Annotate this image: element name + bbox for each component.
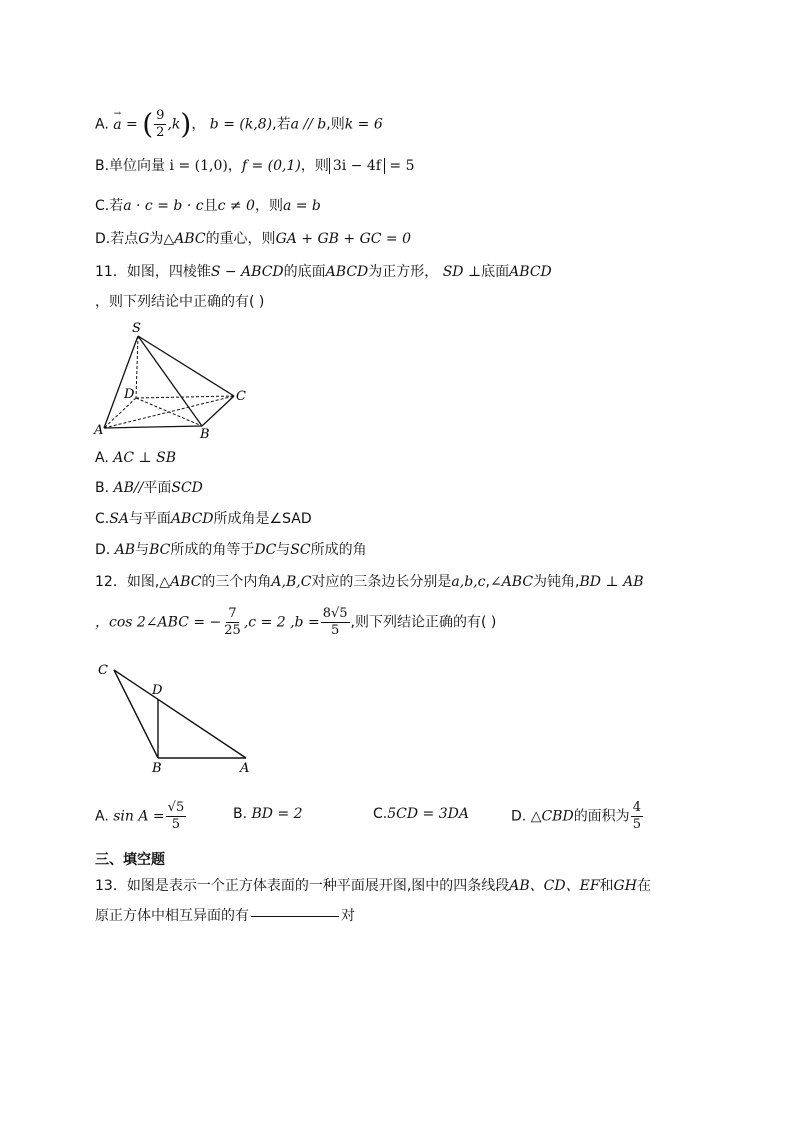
- q10-option-d: D.若点G为△ABC的重心，则GA + GB + GC = 0: [95, 231, 412, 247]
- absolute-value: 3i − 4f: [329, 158, 385, 174]
- pyramid-figure: [92, 318, 262, 443]
- vector-a: → a: [113, 115, 121, 135]
- q11-option-d: D. AB与BC所成的角等于DC与SC所成的角: [95, 542, 367, 558]
- edge-da: [104, 398, 136, 428]
- edge-dc: [136, 396, 234, 398]
- q13-stem: 13．如图是表示一个正方体表面的一种平面展开图,图中的四条线段AB、CD、EF和GH在: [95, 878, 651, 894]
- label-b: B: [200, 427, 210, 442]
- label-d: D: [152, 683, 163, 698]
- label-a: A: [94, 423, 104, 438]
- side-ca: [114, 670, 246, 758]
- fraction: $\frac{9}{2}$: [156, 108, 165, 140]
- q12-option-c: C.5CD = 3DA: [373, 806, 469, 822]
- edge-sa: [104, 336, 138, 428]
- edge-sd: [136, 336, 138, 398]
- q11-option-b: B. AB//平面SCD: [95, 480, 203, 496]
- q12-option-b: B. BD = 2: [233, 806, 303, 822]
- answer-blank[interactable]: [251, 916, 339, 917]
- q10-option-a: A. → a = ( $\frac{9}{2}$ ,k)， b = (k,8),若a // b,则k = 6: [95, 108, 383, 141]
- label-s: S: [132, 321, 141, 336]
- q12-option-a: A. sin A = $\frac{√5}{5}$: [95, 800, 185, 832]
- q13-stem-line2: 原正方体中相互异面的有 对: [95, 908, 355, 924]
- q12-stem-line2: ，cos 2∠ABC = − $\frac{7}{25}$ ,c = 2 ,b = $\frac{8√5}{5}$ ,则下列结论正确的有( ): [95, 606, 497, 638]
- edge-ab: [104, 426, 202, 428]
- triangle-figure: [92, 660, 262, 778]
- label-c: C: [98, 663, 108, 678]
- edge-sc: [138, 336, 234, 396]
- section-title: 三、填空题: [95, 852, 165, 868]
- label-b: B: [152, 761, 162, 776]
- q11-option-a: A. AC ⊥ SB: [95, 450, 177, 466]
- label-d: D: [124, 387, 135, 402]
- q12-option-d: D. △CBD的面积为 $\frac{4}{5}$: [511, 800, 641, 832]
- q11-option-c: C.SA与平面ABCD所成角是∠SAD: [95, 511, 312, 527]
- edge-bc: [202, 396, 234, 426]
- q11-stem: 11．如图，四棱锥S − ABCD的底面ABCD为正方形， SD ⊥底面ABCD: [95, 264, 552, 280]
- vector-b-def: b = (k,8): [209, 116, 273, 133]
- label-c: C: [236, 389, 246, 404]
- option-label: A.: [95, 116, 109, 133]
- q10-option-c: C.若a · c = b · c且c ≠ 0，则a = b: [95, 198, 321, 214]
- q12-stem: 12．如图,△ABC的三个内角A,B,C对应的三条边长分别是a,b,c,∠ABC为钝角,BD ⊥ AB: [95, 574, 644, 590]
- q11-stem-line2: ，则下列结论中正确的有( ): [95, 294, 265, 310]
- label-a: A: [240, 761, 250, 776]
- q10-option-b: B.单位向量 i = (1,0)，f = (0,1)，则 3i − 4f = 5: [95, 158, 415, 174]
